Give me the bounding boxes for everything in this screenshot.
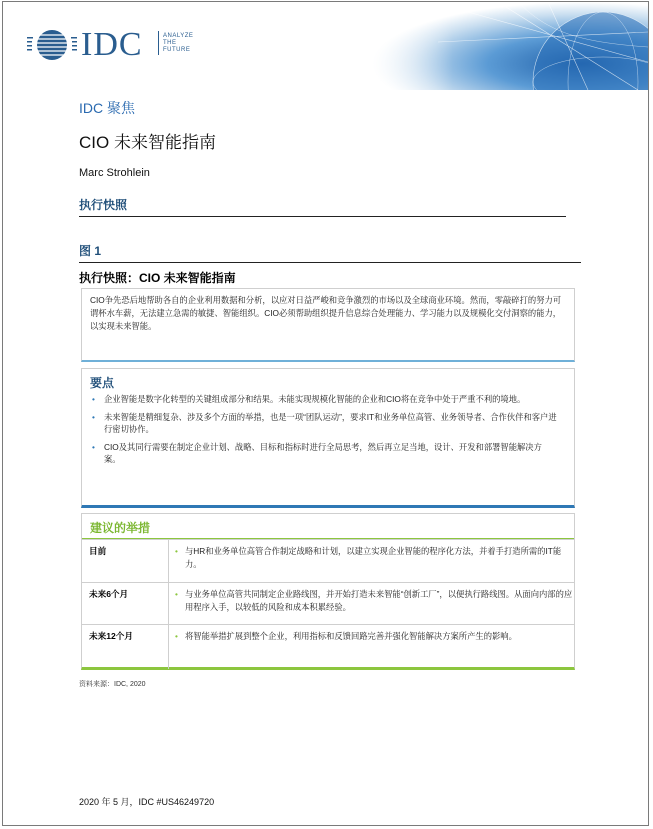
idc-wordmark: IDC xyxy=(81,26,143,63)
key-points-box xyxy=(81,368,575,508)
globe-logo-icon xyxy=(27,28,77,62)
bullet-icon: • xyxy=(92,441,95,452)
figure-title: 执行快照：CIO 未来智能指南 xyxy=(79,271,236,285)
table-row xyxy=(82,582,574,625)
table-row xyxy=(82,624,574,669)
document-page xyxy=(2,1,649,826)
bullet-icon: • xyxy=(175,546,178,556)
section-heading: 执行快照 xyxy=(79,198,128,212)
row-term: 目前 xyxy=(89,546,107,556)
bullet-icon: • xyxy=(92,394,95,404)
source-note: 资料来源：IDC, 2020 xyxy=(79,681,146,688)
document-title: CIO 未来智能指南 xyxy=(79,133,216,152)
bullet-icon: • xyxy=(175,589,178,599)
row-description: • 与业务单位高管共同制定企业路线图，并开始打造未来智能“创新工厂”，以便执行路线图。从面向内部的应用程序入手，以较低的风险和成本积累经验。 xyxy=(175,589,573,612)
page-footer: 2020 年 5 月，IDC #US46249720 xyxy=(79,797,215,807)
figure-divider xyxy=(79,262,581,263)
list-item: • CIO及其同行需要在制定企业计划、战略、目标和指标时进行全局思考，然后再立足当地，设计、开发和部署智能解决方案。 xyxy=(92,441,542,464)
list-item: • 未来智能是精细复杂、涉及多个方面的举措，也是一项“团队运动”，要求IT和业务单位高管、业务领导者、合作伙伴和客户进行密切协作。 xyxy=(92,411,557,434)
bullet-icon: • xyxy=(92,411,95,422)
series-label: IDC 聚焦 xyxy=(79,100,135,116)
intro-text: CIO争先恐后地帮助各自的企业利用数据和分析，以应对日益严峻和竞争激烈的市场以及全球商业环境。然而，零敲碎打的努力可谓杯水车薪，无法建立急需的敏捷、智能组织。CIO必须帮助组织提升信息综合处理能力、学习能力以及规模化交付洞察的能力，以实现未来智能。 xyxy=(90,295,562,331)
row-description: • 与HR和业务单位高管合作制定战略和计划，以建立实现企业智能的程序化方法，并着手打造所需的IT能力。 xyxy=(175,546,562,569)
recommendations-title: 建议的举措 xyxy=(90,521,151,535)
globe-banner-image xyxy=(348,2,648,90)
key-points-title: 要点 xyxy=(90,376,115,390)
section-divider xyxy=(79,216,566,217)
logo-divider xyxy=(158,31,159,55)
intro-summary-box xyxy=(81,288,575,362)
idc-logo xyxy=(27,26,207,68)
recommendations-box xyxy=(81,513,575,670)
row-term: 未来12个月 xyxy=(89,631,133,641)
bullet-icon: • xyxy=(175,631,178,641)
row-description: • 将智能举措扩展到整个企业，利用指标和反馈回路完善并强化智能解决方案所产生的影响。 xyxy=(175,631,517,641)
row-term: 未来6个月 xyxy=(89,589,129,599)
figure-label: 图 1 xyxy=(79,244,102,258)
author-name: Marc Strohlein xyxy=(79,167,150,179)
key-points-list xyxy=(92,393,558,471)
table-row xyxy=(82,539,574,583)
logo-tagline: ANALYZE THE FUTURE xyxy=(163,33,194,53)
list-item: • 企业智能是数字化转型的关键组成部分和结果。未能实现规模化智能的企业和CIO将在竞争中处于严重不利的境地。 xyxy=(92,394,526,404)
